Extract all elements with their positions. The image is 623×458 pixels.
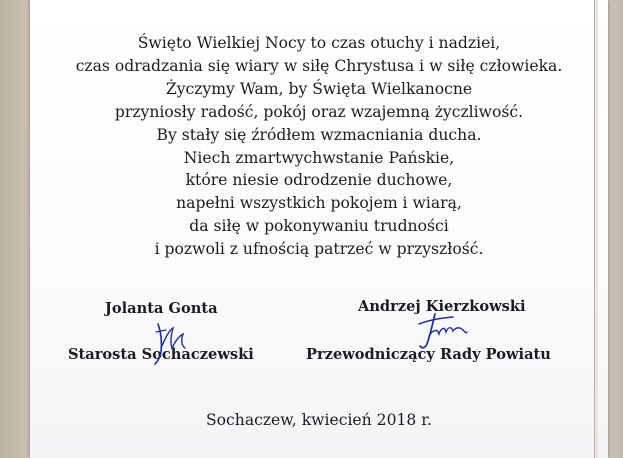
place-and-date: Sochaczew, kwiecień 2018 r.: [205, 411, 433, 429]
greeting-text: [30, 32, 608, 261]
signatory-right-name: Andrzej Kierzkowski: [358, 298, 526, 315]
greeting-line: czas odradzania się wiary w siłę Chrystusa i w siłę człowieka.: [75, 56, 563, 75]
signature-left: [152, 318, 192, 368]
greeting-line: Święto Wielkiej Nocy to czas otuchy i nadziei,: [137, 34, 501, 52]
signatory-left-title: Starosta Sochaczewski: [68, 346, 254, 363]
greeting-line: które niesie odrodzenie duchowe,: [185, 171, 453, 190]
greeting-line: Życzymy Wam, by Święta Wielkanocne: [165, 79, 473, 98]
signatory-right-title: Przewodniczący Rady Powiatu: [306, 346, 551, 363]
greeting-line: i pozwoli z ufnością patrzeć w przyszłość.: [154, 240, 484, 259]
signature-right: [413, 310, 469, 350]
greeting-line: napełni wszystkich pokojem i wiarą,: [176, 194, 462, 213]
greeting-line: da siłę w pokonywaniu trudności: [189, 217, 449, 236]
greeting-line: By stały się źródłem wzmacniania ducha.: [156, 125, 482, 144]
greeting-line: przyniosły radość, pokój oraz wzajemną życzliwość.: [114, 102, 524, 121]
signatory-left-name: Jolanta Gonta: [105, 300, 218, 317]
greeting-line: Niech zmartwychwstanie Pańskie,: [183, 148, 455, 167]
